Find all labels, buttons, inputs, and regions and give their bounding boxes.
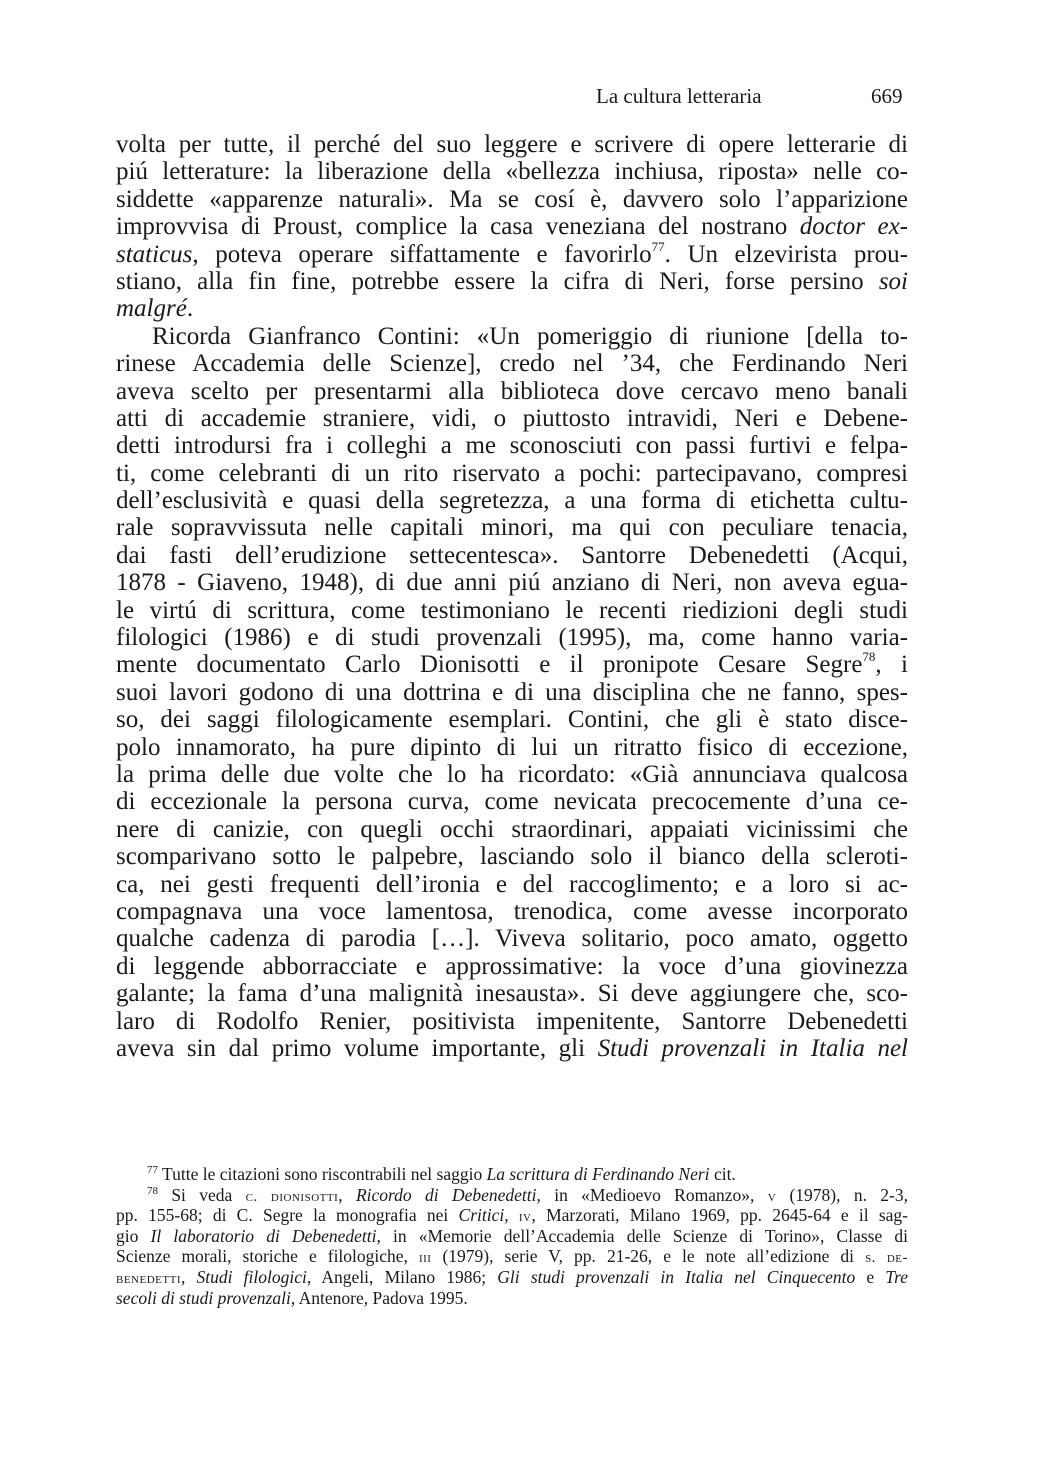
small-caps-text: c. dionisotti: [245, 1188, 339, 1205]
text-run: , poteva operare siffattamente e favorirlo: [192, 240, 652, 268]
italic-text: Il laboratorio di Debenedetti: [150, 1225, 377, 1246]
body-line: [116, 925, 908, 952]
italic-text: doctor ex-: [799, 213, 908, 241]
italic-text: La scrittura di Ferdinando Neri: [486, 1164, 710, 1184]
running-title: La cultura letteraria: [596, 84, 762, 108]
footnotes-line: [116, 1185, 908, 1206]
body-line: [116, 734, 908, 761]
text-run: aveva scelto per presentarmi alla biblioteca dove cercavo meno banali: [116, 377, 908, 405]
body-line: [116, 213, 908, 240]
body-line: [116, 323, 908, 350]
italic-text: Studi filologici: [196, 1266, 307, 1287]
text-run: le virtú di scrittura, come testimoniano le recenti riedizioni degli studi: [116, 596, 908, 624]
italic-text: malgré: [116, 295, 187, 323]
text-run: aveva sin dal primo volume importante, gli: [116, 1034, 598, 1062]
text-run: improvvisa di Proust, complice la casa veneziana del nostrano: [116, 213, 800, 241]
text-run: Si veda: [158, 1184, 246, 1205]
text-run: 1878 - Giaveno, 1948), di due anni piú anziano di Neri, non aveva egua-: [116, 569, 908, 597]
footnotes-line: [116, 1246, 908, 1267]
text-run: e: [855, 1266, 886, 1287]
text-run: mente documentato Carlo Dionisotti e il pronipote Cesare Segre: [116, 651, 863, 679]
note-reference: 78: [147, 1184, 158, 1197]
body-line: [116, 624, 908, 651]
small-caps-text: s. de-: [865, 1250, 908, 1267]
body-line: [116, 241, 908, 268]
text-run: ti, come celebranti di un rito riservato a pochi: partecipavano, compresi: [116, 459, 908, 487]
text-run: Ricorda Gianfranco Contini: «Un pomeriggio di riunione [della to-: [152, 322, 908, 350]
text-run: siddette «apparenze naturali». Ma se cosí è, davvero solo l’apparizione: [116, 185, 908, 213]
footnotes-line: [116, 1267, 908, 1288]
small-caps-text: iv: [518, 1209, 532, 1226]
text-run: dell’esclusività e quasi della segretezza, a una forma di etichetta cultu-: [116, 487, 908, 515]
body-line: [116, 1008, 908, 1035]
small-caps-text: iii: [418, 1250, 432, 1267]
page-number: 669: [871, 84, 903, 108]
small-caps-text: benedetti: [116, 1270, 181, 1287]
body-line: [116, 679, 908, 706]
text-run: la prima delle due volte che lo ha ricordato: «Già annunciava qualcosa: [116, 760, 908, 788]
body-line: [116, 460, 908, 487]
text-run: pp. 155-68; di C. Segre la monografia nei: [116, 1205, 459, 1226]
body-line: [116, 432, 908, 459]
body-line: [116, 1035, 908, 1062]
note-reference: 77: [147, 1164, 158, 1176]
text-run: , i: [875, 651, 908, 679]
text-run: laro di Rodolfo Renier, positivista impenitente, Santorre Debenedetti: [116, 1007, 908, 1035]
text-run: , in «Medioevo Romanzo»,: [536, 1184, 768, 1205]
text-run: (1978), n. 2-3,: [776, 1184, 908, 1205]
text-run: detti introdursi fra i colleghi a me sconosciuti con passi furtivi e felpa-: [116, 432, 908, 460]
small-caps-text: v: [767, 1188, 777, 1205]
body-line: [116, 980, 908, 1007]
text-run: , in «Memorie dell’Accademia delle Scienze di Torino», Classe di: [376, 1225, 908, 1246]
text-run: (1979), serie V, pp. 21-26, e le note all’edizione di: [431, 1246, 866, 1267]
body-line: [116, 569, 908, 596]
body-line: [116, 378, 908, 405]
italic-text: Gli studi provenzali in Italia nel Cinquecento: [497, 1266, 856, 1287]
text-run: . Un elzevirista prou-: [664, 240, 908, 268]
body-line: [116, 953, 908, 980]
text-run: piú letterature: la liberazione della «bellezza inchiusa, riposta» nelle co-: [116, 158, 908, 186]
text-run: filologici (1986) e di studi provenzali (1995), ma, come hanno varia-: [116, 624, 908, 652]
text-run: rale sopravvissuta nelle capitali minori, ma qui con peculiare tenacia,: [116, 514, 908, 542]
body-line: [116, 816, 908, 843]
text-run: , Antenore, Padova 1995.: [290, 1287, 468, 1308]
text-run: dai fasti dell’erudizione settecentesca». Santorre Debenedetti (Acqui,: [116, 541, 908, 569]
text-run: , Angeli, Milano 1986;: [306, 1266, 498, 1287]
text-run: .: [186, 295, 194, 323]
body-line: [116, 405, 908, 432]
text-run: Tutte le citazioni sono riscontrabili nel saggio: [158, 1164, 487, 1184]
body-line: [116, 350, 908, 377]
body-line: [116, 871, 908, 898]
text-run: ca, nei gesti frequenti dell’ironia e del raccoglimento; e a loro si ac-: [116, 870, 908, 898]
body-line: [116, 761, 908, 788]
body-line: [116, 268, 908, 295]
text-run: di leggende abborracciate e approssimative: la voce d’una giovinezza: [116, 952, 908, 980]
body-line: [116, 158, 908, 185]
body-line: [116, 898, 908, 925]
italic-text: staticus: [116, 240, 193, 268]
text-run: ,: [180, 1266, 197, 1287]
text-run: so, dei saggi filologicamente esemplari. Contini, che gli è stato disce-: [116, 706, 908, 734]
body-line: [116, 514, 908, 541]
body-text: [116, 131, 908, 1062]
body-line: [116, 295, 908, 322]
text-run: Scienze morali, storiche e filologiche,: [116, 1246, 419, 1267]
text-run: rinese Accademia delle Scienze], credo nel ’34, che Ferdinando Neri: [116, 350, 908, 378]
body-line: [116, 186, 908, 213]
text-run: gio: [116, 1225, 151, 1246]
text-run: , Marzorati, Milano 1969, pp. 2645-64 e il sag-: [531, 1205, 908, 1226]
italic-text: Studi provenzali in Italia nel: [597, 1034, 908, 1062]
text-run: cit.: [709, 1164, 736, 1184]
body-line: [116, 487, 908, 514]
text-run: ,: [338, 1184, 356, 1205]
text-run: stiano, alla fin fine, potrebbe essere la cifra di Neri, forse persino: [116, 267, 879, 295]
italic-text: Ricordo di Debenedetti: [355, 1184, 537, 1205]
text-run: galante; la fama d’una malignità inesausta». Si deve aggiungere che, sco-: [116, 980, 908, 1008]
text-run: di eccezionale la persona curva, come nevicata precocemente d’una ce-: [116, 788, 908, 816]
italic-text: Tre: [885, 1266, 908, 1287]
text-run: scomparivano sotto le palpebre, lasciando solo il bianco della scleroti-: [116, 843, 908, 871]
note-reference: 77: [651, 240, 665, 254]
text-run: atti di accademie straniere, vidi, o piuttosto intravidi, Neri e Debene-: [116, 404, 908, 432]
footnotes-line: [116, 1164, 908, 1185]
body-line: [116, 131, 908, 158]
italic-text: secoli di studi provenzali: [116, 1287, 291, 1308]
footnotes: [116, 1164, 908, 1308]
body-line: [116, 651, 908, 678]
running-header: [0, 84, 1046, 114]
italic-text: soi: [878, 267, 908, 295]
text-run: ,: [504, 1205, 519, 1226]
body-line: [116, 597, 908, 624]
body-line: [116, 542, 908, 569]
footnotes-line: [116, 1226, 908, 1247]
italic-text: Critici: [458, 1205, 505, 1226]
text-run: polo innamorato, ha pure dipinto di lui un ritratto fisico di eccezione,: [116, 733, 908, 761]
footnotes-line: [116, 1288, 908, 1309]
text-run: compagnava una voce lamentosa, trenodica, come avesse incorporato: [116, 897, 908, 925]
body-line: [116, 843, 908, 870]
note-reference: 78: [862, 651, 876, 665]
body-line: [116, 706, 908, 733]
footnotes-line: [116, 1205, 908, 1226]
body-line: [116, 788, 908, 815]
text-run: nere di canizie, con quegli occhi straordinari, appaiati vicinissimi che: [116, 815, 908, 843]
text-run: volta per tutte, il perché del suo leggere e scrivere di opere letterarie di: [116, 131, 908, 158]
text-run: qualche cadenza di parodia […]. Viveva solitario, poco amato, oggetto: [116, 925, 908, 953]
text-run: suoi lavori godono di una dottrina e di una disciplina che ne fanno, spes-: [116, 678, 908, 706]
